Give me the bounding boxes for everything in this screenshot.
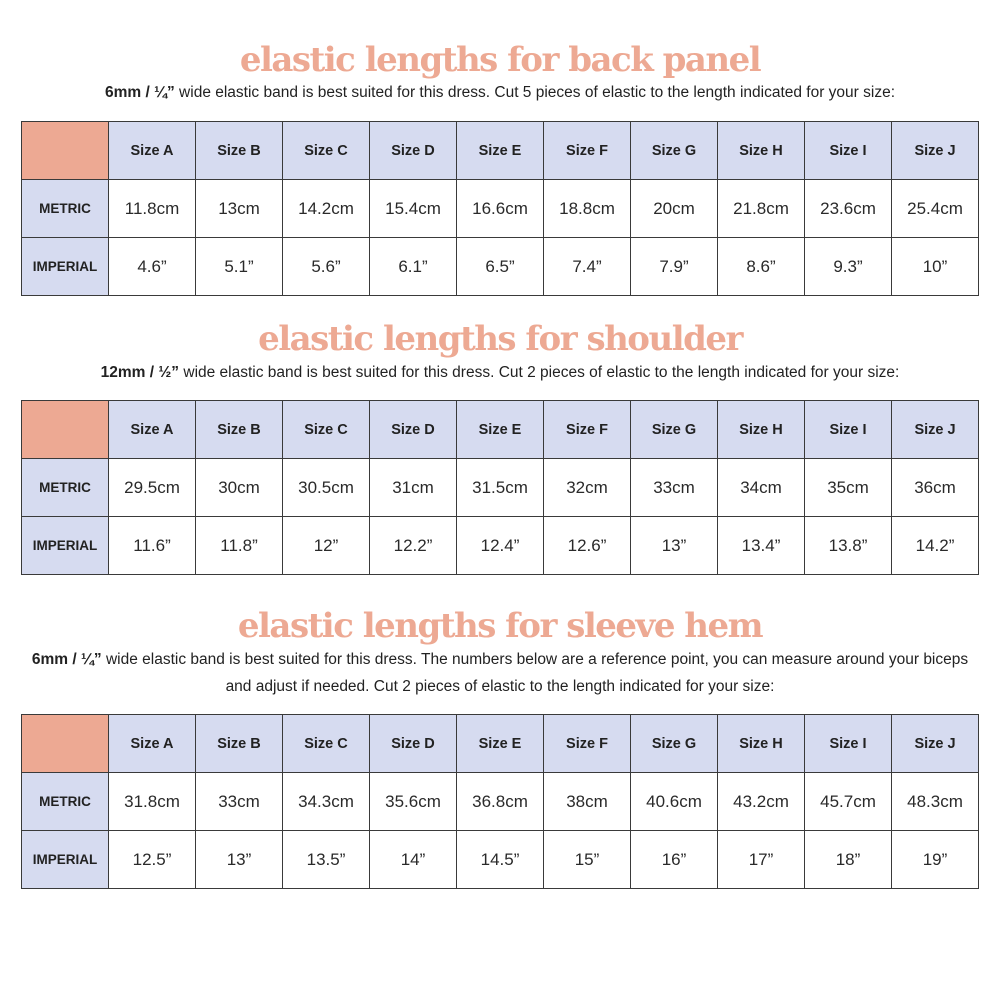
metric-value: 43.2cm [718,773,805,831]
imperial-value: 13” [631,517,718,575]
imperial-value: 8.6” [718,238,805,296]
imperial-value: 13.8” [805,517,892,575]
metric-value: 38cm [544,773,631,831]
metric-value: 16.6cm [457,180,544,238]
metric-value: 18.8cm [544,180,631,238]
size-header: Size I [805,401,892,459]
imperial-value: 13” [196,831,283,889]
metric-value: 36cm [892,459,979,517]
size-header: Size F [544,401,631,459]
imperial-value: 12.2” [370,517,457,575]
metric-value: 31.5cm [457,459,544,517]
imperial-value: 6.1” [370,238,457,296]
size-header: Size G [631,122,718,180]
imperial-value: 18” [805,831,892,889]
imperial-value: 12.6” [544,517,631,575]
metric-value: 33cm [196,773,283,831]
imperial-value: 14.5” [457,831,544,889]
size-header: Size E [457,715,544,773]
table-row-metric [22,773,979,831]
size-header: Size A [109,715,196,773]
imperial-value: 9.3” [805,238,892,296]
metric-value: 34cm [718,459,805,517]
size-header: Size C [283,122,370,180]
section-title-sleeve-hem: elastic lengths for sleeve hem [237,606,763,646]
size-header: Size A [109,401,196,459]
section-title-shoulder: elastic lengths for shoulder [258,319,742,359]
elastic-width: 12mm / ½” [100,364,180,381]
size-header: Size J [892,401,979,459]
metric-value: 33cm [631,459,718,517]
row-label-metric: METRIC [22,459,109,517]
imperial-value: 11.8” [196,517,283,575]
table-header-row [22,122,979,180]
imperial-value: 7.9” [631,238,718,296]
imperial-value: 5.6” [283,238,370,296]
sleeve-hem-size-table [21,714,979,889]
corner-cell [22,122,109,180]
size-header: Size I [805,715,892,773]
table-header-row [22,401,979,459]
imperial-value: 19” [892,831,979,889]
metric-value: 25.4cm [892,180,979,238]
size-header: Size F [544,715,631,773]
size-header: Size B [196,122,283,180]
size-header: Size F [544,122,631,180]
size-header: Size D [370,715,457,773]
size-header: Size H [718,715,805,773]
imperial-value: 14” [370,831,457,889]
imperial-value: 5.1” [196,238,283,296]
metric-value: 35.6cm [370,773,457,831]
size-header: Size B [196,715,283,773]
table-row-imperial [22,238,979,296]
size-header: Size H [718,401,805,459]
row-label-imperial: IMPERIAL [22,238,109,296]
size-header: Size B [196,401,283,459]
back-panel-size-table [21,121,979,296]
imperial-value: 4.6” [109,238,196,296]
metric-value: 32cm [544,459,631,517]
imperial-value: 15” [544,831,631,889]
size-header: Size J [892,122,979,180]
imperial-value: 12” [283,517,370,575]
imperial-value: 12.5” [109,831,196,889]
size-header: Size E [457,401,544,459]
section-description-back-panel [20,79,980,106]
metric-value: 29.5cm [109,459,196,517]
imperial-value: 16” [631,831,718,889]
elastic-width: 6mm / ¼” [31,651,102,668]
metric-value: 14.2cm [283,180,370,238]
imperial-value: 13.5” [283,831,370,889]
row-label-metric: METRIC [22,180,109,238]
table-header-row [22,715,979,773]
shoulder-size-table [21,400,979,575]
imperial-value: 10” [892,238,979,296]
metric-value: 20cm [631,180,718,238]
elastic-width: 6mm / ¼” [104,84,175,101]
section-description-shoulder [20,359,980,386]
metric-value: 21.8cm [718,180,805,238]
imperial-value: 12.4” [457,517,544,575]
size-header: Size C [283,715,370,773]
size-header: Size J [892,715,979,773]
metric-value: 48.3cm [892,773,979,831]
size-header: Size G [631,715,718,773]
description-text: wide elastic band is best suited for this dress. Cut 5 pieces of elastic to the length indicated for your size: [174,84,896,101]
metric-value: 36.8cm [457,773,544,831]
table-row-metric [22,180,979,238]
metric-value: 31cm [370,459,457,517]
size-header: Size H [718,122,805,180]
size-header: Size I [805,122,892,180]
metric-value: 34.3cm [283,773,370,831]
metric-value: 15.4cm [370,180,457,238]
metric-value: 11.8cm [109,180,196,238]
row-label-imperial: IMPERIAL [22,831,109,889]
metric-value: 13cm [196,180,283,238]
imperial-value: 11.6” [109,517,196,575]
row-label-metric: METRIC [22,773,109,831]
metric-value: 35cm [805,459,892,517]
size-header: Size A [109,122,196,180]
corner-cell [22,401,109,459]
imperial-value: 7.4” [544,238,631,296]
size-header: Size G [631,401,718,459]
size-header: Size D [370,401,457,459]
imperial-value: 6.5” [457,238,544,296]
metric-value: 45.7cm [805,773,892,831]
section-title-back-panel: elastic lengths for back panel [239,40,761,80]
imperial-value: 17” [718,831,805,889]
corner-cell [22,715,109,773]
metric-value: 30cm [196,459,283,517]
row-label-imperial: IMPERIAL [22,517,109,575]
description-text: wide elastic band is best suited for this dress. The numbers below are a reference point, you can measure around your biceps and adjust if needed. Cut 2 pieces of elastic to the length indicated for your size: [101,651,969,695]
metric-value: 40.6cm [631,773,718,831]
metric-value: 31.8cm [109,773,196,831]
size-header: Size E [457,122,544,180]
imperial-value: 14.2” [892,517,979,575]
imperial-value: 13.4” [718,517,805,575]
table-row-imperial [22,831,979,889]
size-header: Size D [370,122,457,180]
metric-value: 30.5cm [283,459,370,517]
size-header: Size C [283,401,370,459]
table-row-imperial [22,517,979,575]
section-description-sleeve-hem [20,646,980,700]
table-row-metric [22,459,979,517]
description-text: wide elastic band is best suited for this dress. Cut 2 pieces of elastic to the length indicated for your size: [179,364,900,381]
metric-value: 23.6cm [805,180,892,238]
